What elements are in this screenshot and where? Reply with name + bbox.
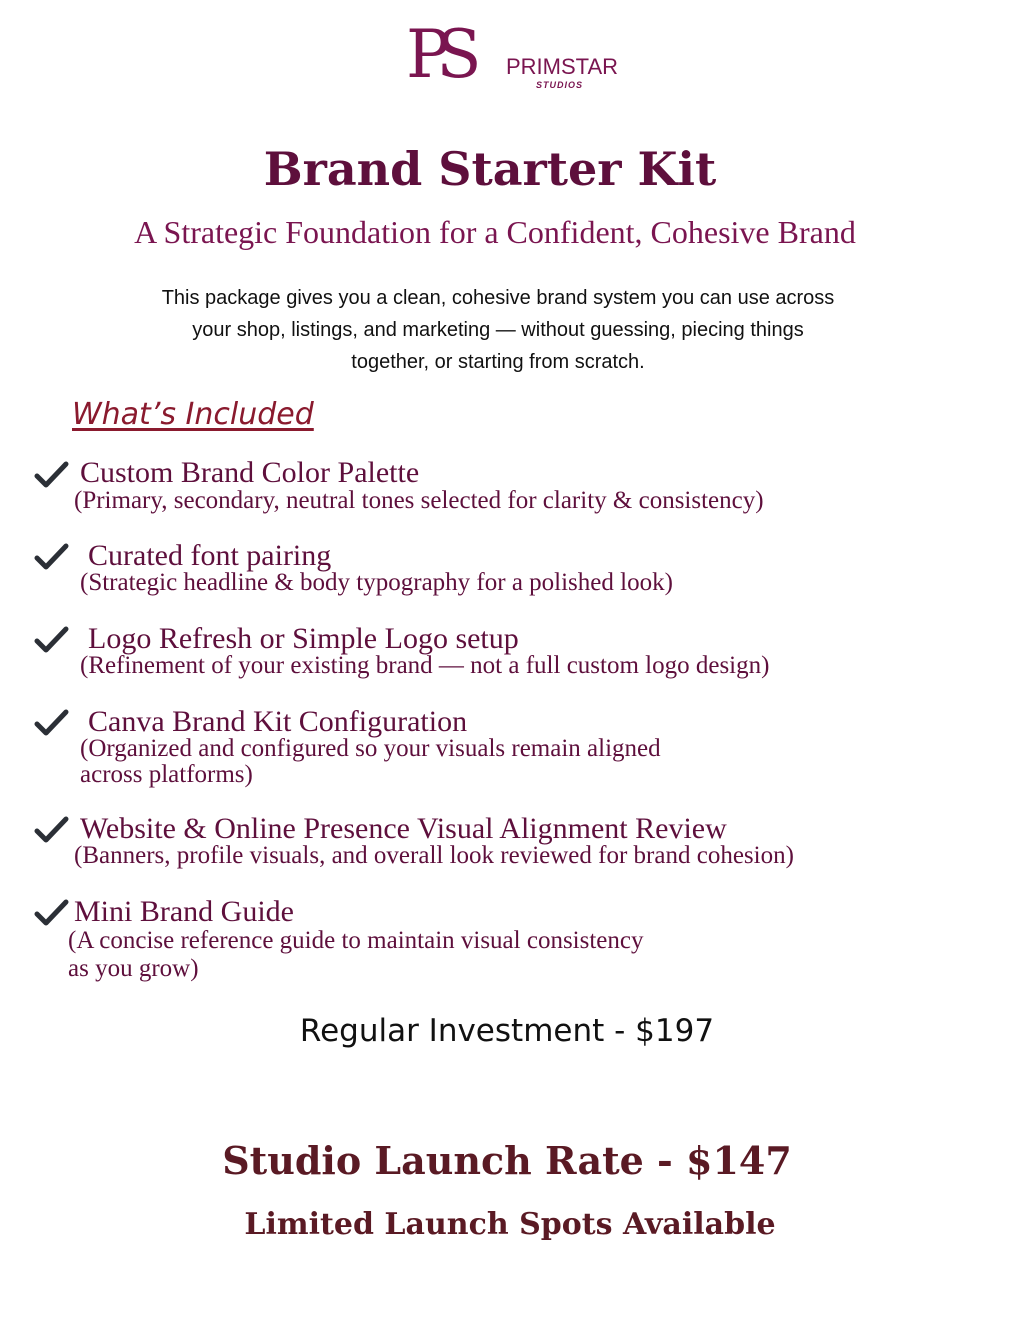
item-title: Canva Brand Kit Configuration [88, 705, 468, 738]
item-description: as you grow) [68, 955, 199, 982]
checkmark-icon [34, 898, 70, 928]
page-subtitle: A Strategic Foundation for a Confident, Cohesive Brand [134, 214, 856, 250]
logo-monogram: PS [406, 16, 468, 93]
checkmark-icon [34, 815, 70, 845]
limited-spots-note: Limited Launch Spots Available [244, 1207, 776, 1242]
intro-line: your shop, listings, and marketing — without guessing, piecing things [192, 319, 804, 341]
primstar-logo [400, 16, 619, 108]
checkmark-icon [34, 460, 70, 490]
section-heading: What’s Included [72, 397, 314, 432]
intro-paragraph [80, 282, 916, 378]
item-title: Logo Refresh or Simple Logo setup [88, 622, 519, 655]
logo-name: PRIMSTAR [506, 54, 619, 79]
item-description: (Refinement of your existing brand — not a full custom logo design) [80, 652, 770, 679]
item-description: (Organized and configured so your visuals remain aligned [80, 735, 661, 762]
checkmark-icon [34, 542, 70, 572]
item-description: (A concise reference guide to maintain visual consistency [68, 927, 644, 954]
item-title: Curated font pairing [88, 539, 332, 572]
launch-price: Studio Launch Rate - $147 [222, 1138, 792, 1183]
page-title: Brand Starter Kit [263, 142, 717, 196]
item-title: Website & Online Presence Visual Alignment Review [80, 812, 727, 845]
item-description: across platforms) [80, 761, 253, 788]
logo-subname: STUDIOS [536, 80, 584, 90]
regular-price: Regular Investment - $197 [299, 1013, 715, 1049]
item-title: Mini Brand Guide [74, 895, 294, 928]
intro-line: together, or starting from scratch. [351, 351, 645, 373]
checkmark-icon [34, 625, 70, 655]
intro-line: This package gives you a clean, cohesive brand system you can use across [161, 287, 835, 309]
item-description: (Strategic headline & body typography for a polished look) [80, 569, 673, 596]
checkmark-icon [34, 708, 70, 738]
item-description: (Banners, profile visuals, and overall look reviewed for brand cohesion) [74, 842, 794, 869]
item-description: (Primary, secondary, neutral tones selected for clarity & consistency) [74, 487, 764, 514]
item-title: Custom Brand Color Palette [80, 456, 420, 489]
